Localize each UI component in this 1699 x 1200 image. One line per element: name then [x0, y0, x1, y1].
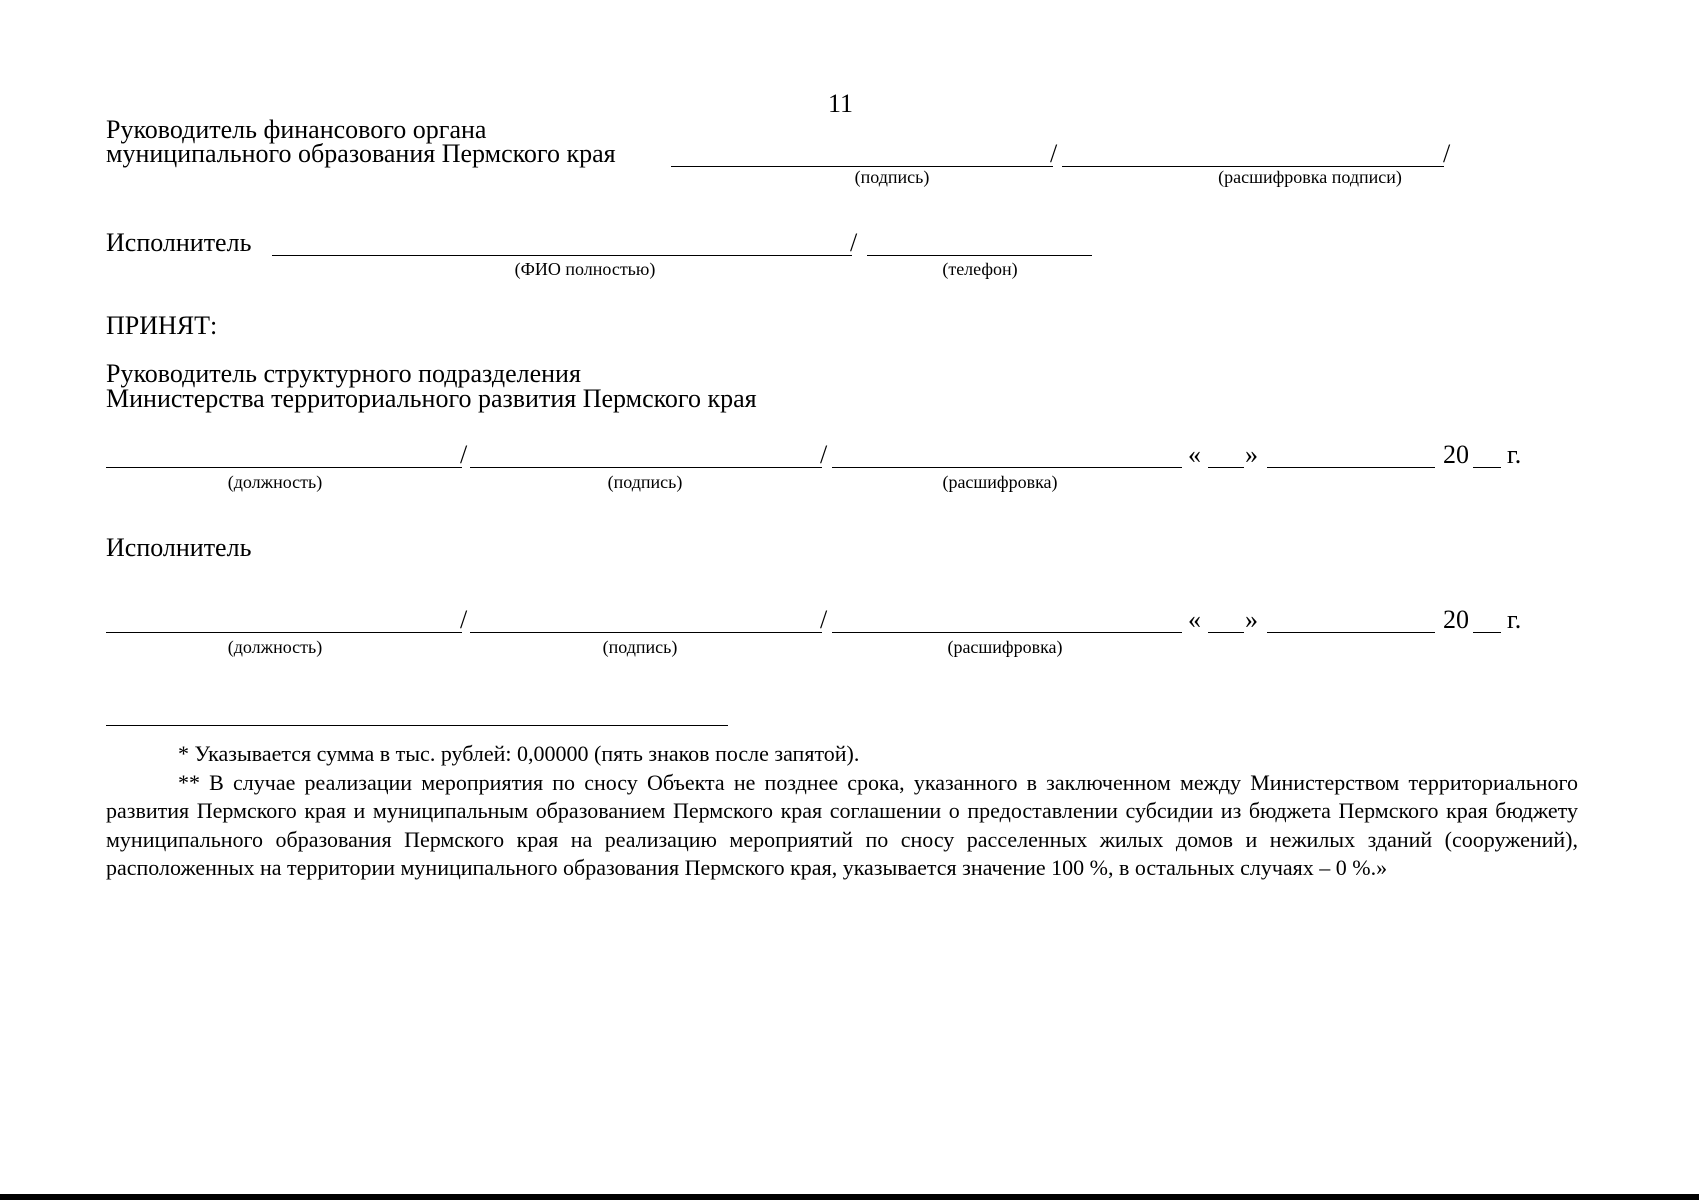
financial-head-title-line2: муниципального образования Пермского края — [106, 139, 616, 168]
footnote-separator — [106, 725, 728, 726]
row2-signature-caption: (подпись) — [602, 637, 678, 657]
row1-day-line[interactable] — [1208, 467, 1244, 468]
financial-head-decoding-caption: (расшифровка подписи) — [1218, 167, 1402, 187]
row1-year-line[interactable] — [1473, 467, 1501, 468]
row2-year-line[interactable] — [1473, 632, 1501, 633]
footnote-1: * Указывается сумма в тыс. рублей: 0,00000 (пять знаков после запятой). — [178, 741, 860, 766]
row2-year-suffix: г. — [1507, 605, 1522, 634]
executor-label: Исполнитель — [106, 228, 252, 257]
row1-decoding-caption: (расшифровка) — [942, 472, 1058, 492]
row2-quote-open: « — [1188, 605, 1201, 634]
footnote-2: ** В случае реализации мероприятия по сносу Объекта не позднее срока, указанного в заключенном между Министерством территориального развития Пермского края и муниципальным образованием Пермского края соглашении о предоставлении субсидии из бюджета Пермского края бюджету муниципального образования Пермского края на реализацию мероприятий по сносу расселенных жилых домов и нежилых зданий (сооружений), расположенных на территории муниципального образования Пермского края, указывается значение 100 %, в остальных случаях – 0 %.» — [106, 769, 1578, 880]
row2-signature-line[interactable] — [470, 632, 822, 633]
ministry-head-title-line1: Руководитель структурного подразделения — [106, 359, 581, 388]
executor-slash: / — [850, 228, 858, 257]
executor-fio-line[interactable] — [272, 255, 852, 256]
executor2-label: Исполнитель — [106, 533, 252, 562]
financial-head-signature-caption: (подпись) — [854, 167, 930, 187]
scan-bottom-border — [0, 1194, 1699, 1200]
row1-quote-close: » — [1245, 440, 1258, 469]
financial-head-slash1: / — [1050, 139, 1058, 168]
financial-head-title-line1: Руководитель финансового органа — [106, 115, 487, 144]
row2-position-line[interactable] — [106, 632, 462, 633]
financial-head-slash2: / — [1443, 139, 1451, 168]
executor-phone-line[interactable] — [867, 255, 1092, 256]
page-number: 11 — [828, 89, 854, 118]
row2-day-line[interactable] — [1208, 632, 1244, 633]
row1-slash1: / — [460, 440, 468, 469]
ministry-head-title-line2: Министерства территориального развития Пермского края — [106, 384, 757, 413]
row2-slash1: / — [460, 605, 468, 634]
row1-position-line[interactable] — [106, 467, 462, 468]
row1-year-prefix: 20 — [1443, 440, 1469, 469]
row2-decoding-line[interactable] — [832, 632, 1182, 633]
footnotes — [106, 740, 1578, 883]
row2-month-line[interactable] — [1267, 632, 1435, 633]
row1-decoding-line[interactable] — [832, 467, 1182, 468]
row1-year-suffix: г. — [1507, 440, 1522, 469]
row2-slash2: / — [820, 605, 828, 634]
row1-month-line[interactable] — [1267, 467, 1435, 468]
executor-phone-caption: (телефон) — [942, 259, 1018, 279]
row1-position-caption: (должность) — [227, 472, 323, 492]
row2-quote-close: » — [1245, 605, 1258, 634]
row1-slash2: / — [820, 440, 828, 469]
executor-fio-caption: (ФИО полностью) — [514, 259, 656, 279]
row2-year-prefix: 20 — [1443, 605, 1469, 634]
row1-signature-line[interactable] — [470, 467, 822, 468]
row2-position-caption: (должность) — [227, 637, 323, 657]
accepted-heading: ПРИНЯТ: — [106, 311, 218, 340]
row1-signature-caption: (подпись) — [607, 472, 683, 492]
row1-quote-open: « — [1188, 440, 1201, 469]
row2-decoding-caption: (расшифровка) — [947, 637, 1063, 657]
